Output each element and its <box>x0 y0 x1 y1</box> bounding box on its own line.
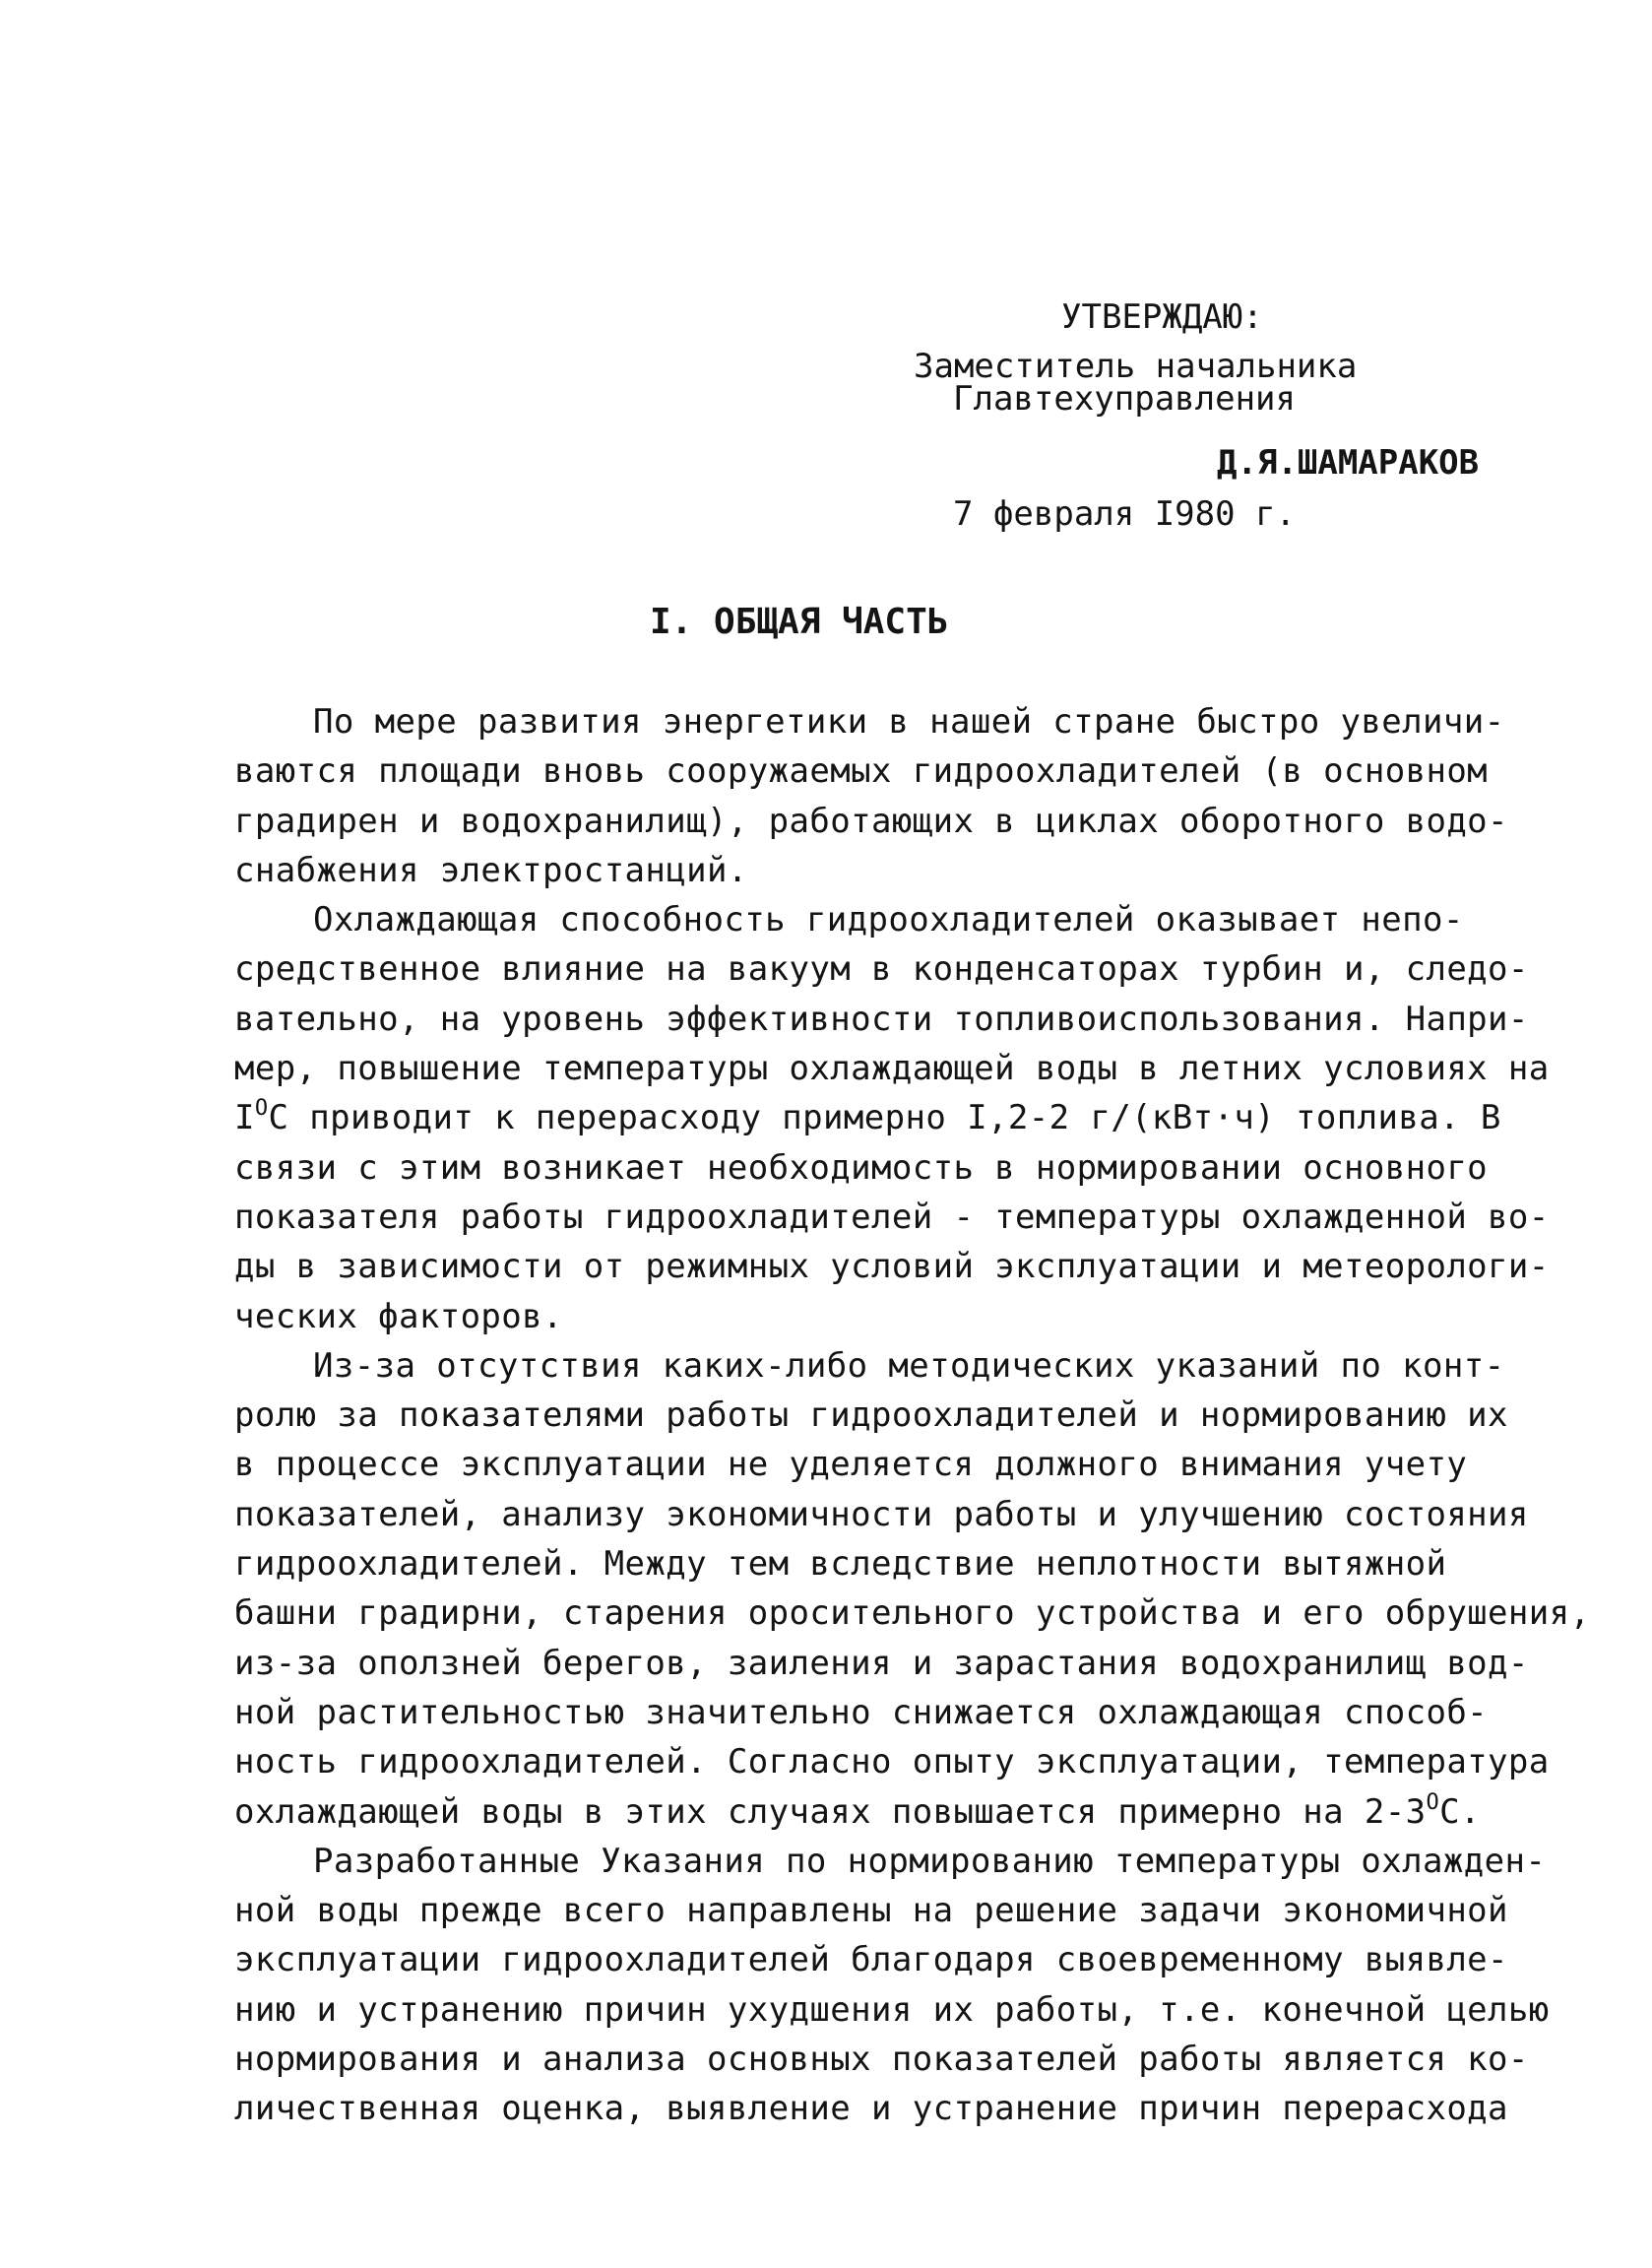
text-line: снабжения электростанций. <box>234 850 748 890</box>
text-line: ность гидроохладителей. Согласно опыту эксплуатации, температура <box>234 1742 1550 1782</box>
text-fragment: I <box>234 1098 255 1138</box>
text-line: нормирования и анализа основных показателей работы является ко- <box>234 2040 1529 2080</box>
text-line: ваются площади вновь сооружаемых гидроохладителей (в основном <box>234 751 1489 792</box>
text-line: мер, повышение температуры охлаждающей воды в летних условиях на <box>234 1049 1550 1089</box>
text-line: нию и устранению причин ухудшения их работы, т.е. конечной целью <box>234 1989 1550 2030</box>
approver-position-line1: Заместитель начальника <box>914 347 1358 386</box>
text-line: эксплуатации гидроохладителей благодаря своевременному выявле- <box>234 1940 1508 1980</box>
text-line: ролю за показателями работы гидроохладителей и нормированию их <box>234 1395 1508 1436</box>
text-fragment: С. <box>1439 1791 1481 1832</box>
approval-date: 7 февраля I980 г. <box>953 494 1296 534</box>
text-line: ческих факторов. <box>234 1296 563 1336</box>
text-line: Охлаждающая способность гидроохладителей оказывает непо- <box>313 900 1464 940</box>
text-line: Разработанные Указания по нормированию температуры охлажден- <box>313 1841 1547 1881</box>
text-line: средственное влияние на вакуум в конденсаторах турбин и, следо- <box>234 949 1529 990</box>
text-line: ды в зависимости от режимных условий эксплуатации и метеорологи- <box>234 1247 1550 1287</box>
text-line: По мере развития энергетики в нашей стране быстро увеличи- <box>313 702 1505 742</box>
approval-stamp: УТВЕРЖДАЮ: <box>1061 297 1263 337</box>
text-line: ной растительностью значительно снижается охлаждающая способ- <box>234 1692 1489 1732</box>
text-line: башни градирни, старения оросительного устройства и его обрушения, <box>234 1593 1591 1634</box>
section-heading: I. ОБЩАЯ ЧАСТЬ <box>650 602 949 642</box>
text-line: личественная оценка, выявление и устранение причин перерасхода <box>234 2089 1508 2129</box>
text-fragment: охлаждающей воды в этих случаях повышается примерно на 2-3 <box>234 1791 1427 1832</box>
text-line: в процессе эксплуатации не уделяется должного внимания учету <box>234 1445 1468 1485</box>
degree-superscript: O <box>254 1096 269 1122</box>
text-line: показателей, анализу экономичности работы и улучшению состояния <box>234 1494 1529 1534</box>
body-text <box>234 697 1591 2134</box>
text-line: вательно, на уровень эффективности топливоиспользования. Напри- <box>234 999 1529 1039</box>
text-line: связи с этим возникает необходимость в нормировании основного <box>234 1147 1489 1188</box>
text-line: градирен и водохранилищ), работающих в циклах оборотного водо- <box>234 801 1508 841</box>
degree-superscript: O <box>1426 1789 1440 1815</box>
text-line: показателя работы гидроохладителей - температуры охлажденной во- <box>234 1197 1550 1237</box>
approver-name: Д.Я.ШАМАРАКОВ <box>1217 443 1480 483</box>
text-line: Из-за отсутствия каких-либо методических указаний по конт- <box>313 1345 1505 1386</box>
text-line <box>234 1787 1524 1837</box>
text-line <box>234 1093 1524 1142</box>
text-line: ной воды прежде всего направлены на решение задачи экономичной <box>234 1891 1508 1931</box>
approver-position-line2: Главтехуправления <box>953 379 1296 419</box>
text-fragment: С приводит к перерасходу примерно I,2-2 г/(кВт·ч) топлива. В <box>268 1098 1501 1138</box>
text-line: гидроохладителей. Между тем вследствие неплотности вытяжной <box>234 1544 1447 1585</box>
text-line: из-за оползней берегов, заиления и зарастания водохранилищ вод- <box>234 1643 1529 1683</box>
